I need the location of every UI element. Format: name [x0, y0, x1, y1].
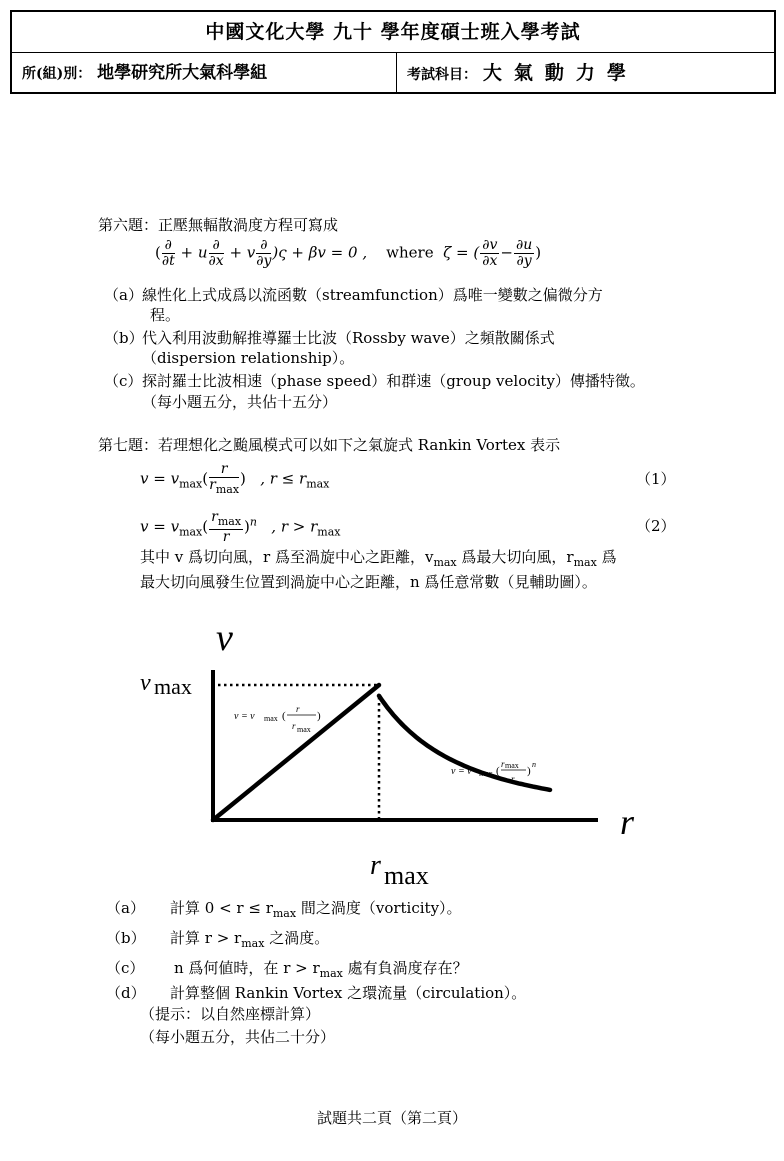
exam-title: 中國文化大學 九十 學年度碩士班入學考試 [12, 12, 774, 53]
eq-paren: ) [244, 517, 250, 536]
eq-sub: max [217, 514, 242, 528]
du-dy-fraction [514, 238, 534, 269]
eq-term: + u [180, 243, 208, 262]
eq-term: v = v [140, 469, 180, 488]
desc-text: 爲 [596, 548, 617, 566]
r-over-rmax-fraction [209, 462, 239, 497]
frac-num: ∂v [482, 237, 498, 253]
frac-num-base: r [211, 509, 218, 525]
q7-item-b [106, 928, 329, 954]
item-text: 之渦度。 [264, 929, 330, 947]
item-text: 計算 0 < r ≤ r [170, 899, 273, 917]
inner-annotation-sub: max [264, 714, 278, 723]
item-text: 間之渦度（vorticity）。 [296, 899, 462, 917]
eq-minus: − [500, 243, 513, 262]
q7-item-d [106, 983, 526, 1003]
item-label: （b） [104, 329, 144, 347]
q6-heading: 第六題：正壓無輻散渦度方程可寫成 [98, 216, 339, 234]
y-tick-label-sub: max [154, 674, 192, 699]
q6-item-c [104, 371, 645, 391]
eq-paren: ) [240, 469, 246, 488]
desc-sub: max [433, 556, 457, 569]
eq-paren: ( [155, 243, 161, 262]
outer-annotation-paren: ( [496, 765, 500, 777]
x-axis-label: r [620, 802, 635, 842]
eq-term: + v [229, 243, 256, 262]
exam-header [10, 10, 776, 94]
desc-text: 其中 v 爲切向風，r 爲至渦旋中心之距離，v [140, 548, 434, 566]
eq-paren: ( [202, 517, 209, 536]
d-dt-fraction [162, 238, 175, 269]
y-axis-label: v [216, 617, 233, 659]
desc-text: 爲最大切向風，r [456, 548, 574, 566]
inner-annotation-lhs: v = v [234, 711, 255, 722]
rankine-vortex-diagram [130, 612, 650, 897]
frac-den: ∂x [208, 253, 224, 269]
item-sub: max [241, 937, 265, 950]
desc-sub: max [573, 556, 597, 569]
outer-annotation-num: r [501, 759, 505, 769]
q6-item-b [104, 328, 555, 348]
q6-item-a [104, 285, 603, 305]
eq-sub: max [317, 525, 341, 539]
q6-equation [155, 238, 541, 269]
inner-annotation-paren: ) [317, 710, 321, 722]
q7-hint: （提示：以自然座標計算） [140, 1005, 321, 1023]
department-label: 所(組)別： [22, 66, 92, 82]
item-text: 計算 r > r [170, 929, 242, 947]
frac-den-base: r [209, 477, 216, 493]
d-dx-fraction [209, 238, 224, 269]
outer-annotation-den: r [511, 774, 515, 784]
q6-score: （每小題五分，共佔十五分） [142, 393, 338, 411]
frac-num: ∂ [162, 238, 175, 254]
item-text: 線性化上式成爲以流函數（streamfunction）爲唯一變數之偏微分方 [142, 286, 603, 304]
outer-annotation-exp: n [532, 760, 536, 769]
x-tick-label-rmax: r [370, 850, 381, 881]
eq-sub: max [306, 477, 330, 491]
item-label: （a） [106, 899, 145, 917]
subject-cell [407, 53, 638, 94]
page-footer: 試題共二頁（第二頁） [316, 1109, 467, 1127]
inner-annotation-den-sub: max [297, 725, 311, 734]
outer-annotation-sub: max [479, 769, 493, 778]
x-tick-label-sub: max [384, 861, 429, 890]
item-text: 代入利用波動解推導羅士比波（Rossby wave）之頻散關係式 [142, 329, 555, 347]
dv-dx-fraction [480, 238, 499, 269]
eq-number-1: （1） [636, 470, 676, 488]
outer-annotation-lhs: v = v [451, 766, 472, 777]
q6-item-b-cont: （dispersion relationship）。 [142, 349, 355, 367]
item-sub: max [319, 967, 343, 980]
q7-item-a [106, 898, 462, 924]
eq-paren: ) [535, 243, 542, 262]
eq-where: where [386, 243, 434, 262]
frac-num: ∂ [256, 238, 271, 254]
outer-annotation-paren: ) [527, 765, 531, 777]
item-text: 計算整個 Rankin Vortex 之環流量（circulation）。 [170, 984, 527, 1002]
q7-description-line2: 最大切向風發生位置到渦旋中心之距離，n 爲任意常數（見輔助圖）。 [140, 573, 597, 591]
item-text: 處有負渦度存在？ [342, 959, 468, 977]
q6-item-a-cont: 程。 [150, 306, 181, 324]
q7-score: （每小題五分，共佔二十分） [140, 1028, 336, 1046]
inner-annotation-den: r [292, 721, 296, 731]
eq-sub: max [179, 525, 203, 539]
item-label: （a） [104, 286, 143, 304]
q7-description-line1 [140, 547, 617, 573]
eq-sub: max [179, 477, 203, 491]
frac-den: r [222, 528, 230, 545]
item-sub: max [272, 907, 297, 920]
department-value: 地學研究所大氣科學組 [97, 63, 268, 83]
item-label: （c） [104, 372, 143, 390]
frac-den: ∂x [482, 253, 498, 269]
frac-den: ∂t [161, 253, 175, 269]
q7-heading: 第七題：若理想化之颱風模式可以如下之氣旋式 Rankin Vortex 表示 [98, 436, 561, 454]
eq-zeta: ζ = ( [443, 243, 480, 262]
frac-num: ∂ [209, 238, 224, 254]
frac-den: ∂y [516, 253, 532, 269]
subject-label: 考試科目： [407, 67, 477, 83]
subject-value: 大氣動力學 [482, 62, 638, 84]
eq-term: )ς + βv = 0 , [272, 243, 368, 262]
eq-term: v = v [140, 517, 180, 536]
item-label: （d） [106, 984, 146, 1002]
outer-annotation-num-sub: max [505, 761, 519, 770]
frac-num [209, 510, 243, 530]
eq-sub: max [215, 482, 240, 496]
q7-equation-2 [140, 510, 340, 545]
item-label: （b） [106, 929, 146, 947]
eq-exponent: n [249, 515, 257, 529]
eq-paren: ( [202, 469, 209, 488]
rmax-over-r-fraction [209, 510, 243, 545]
inner-annotation-paren: ( [282, 710, 286, 722]
q7-equation-1 [140, 462, 329, 497]
inner-annotation-num: r [296, 704, 300, 714]
eq-condition: , r > r [271, 517, 318, 536]
frac-den: ∂y [256, 253, 272, 269]
frac-num: ∂u [515, 237, 533, 253]
item-label: （c） [106, 959, 145, 977]
frac-den [209, 478, 239, 497]
eq-number-2: （2） [636, 517, 676, 535]
q7-item-c [106, 958, 468, 984]
frac-num: r [209, 462, 239, 478]
item-text: 探討羅士比波相速（phase speed）和群速（group velocity）傳播特徵。 [142, 372, 645, 390]
d-dy-fraction [256, 238, 271, 269]
department-cell [12, 53, 397, 94]
y-tick-label-vmax: v [140, 670, 151, 696]
header-info-row [12, 53, 774, 94]
eq-condition: , r ≤ r [260, 469, 307, 488]
item-text: n 爲何値時，在 r > r [174, 959, 320, 977]
